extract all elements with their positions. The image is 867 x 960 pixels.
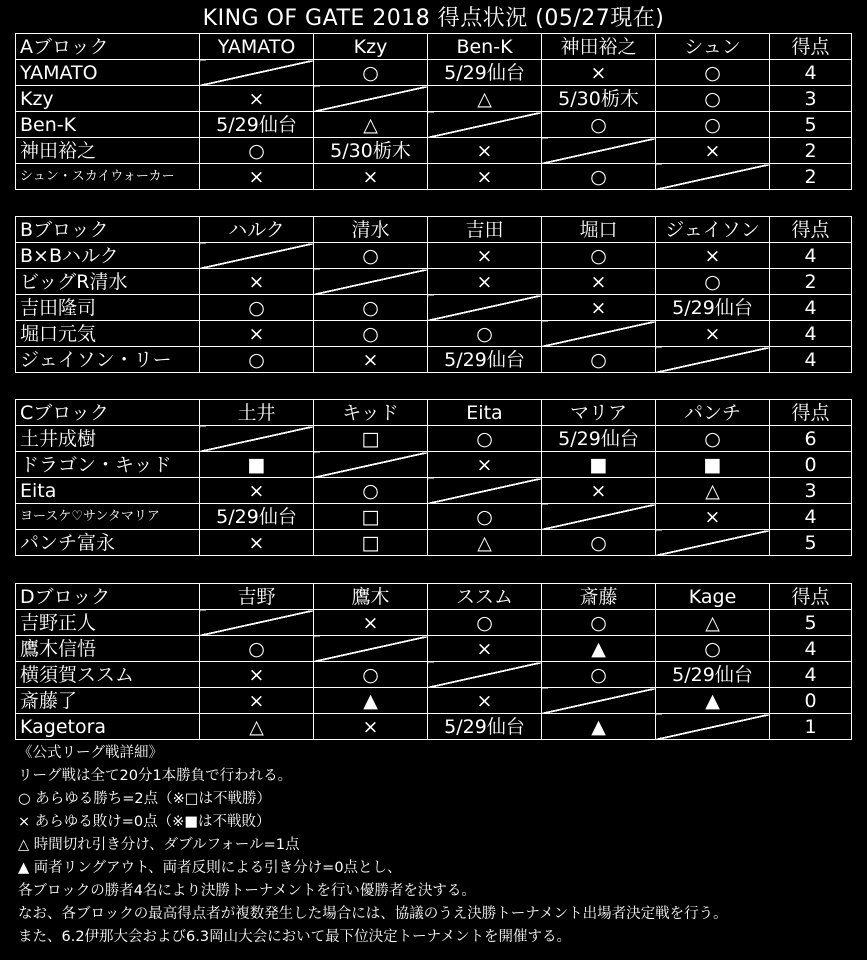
result-cell: ▲ <box>542 636 656 662</box>
result-cell: 5/29仙台 <box>428 714 542 740</box>
rule-line: なお、各ブロックの最高得点者が複数発生した場合には、協議のうえ決勝トーナメント出場者決定戦を行う。 <box>18 906 728 922</box>
result-cell: △ <box>656 478 770 504</box>
rule-line: リーグ戦は全て20分1本勝負で行われる。 <box>18 768 293 784</box>
table-row <box>16 138 852 164</box>
diagonal-cell <box>542 138 656 164</box>
result-cell: △ <box>314 112 428 138</box>
diagonal-cell <box>314 452 428 478</box>
column-header: 吉田 <box>428 217 542 243</box>
result-cell: × <box>200 688 314 714</box>
result-cell: × <box>200 164 314 190</box>
result-cell: 5/30栃木 <box>542 86 656 112</box>
table-row <box>16 295 852 321</box>
diagonal-cell <box>428 295 542 321</box>
wrestler-name: YAMATO <box>16 60 200 86</box>
result-cell: ■ <box>542 452 656 478</box>
table-row <box>16 426 852 452</box>
result-cell: ○ <box>656 426 770 452</box>
wrestler-name: Eita <box>16 478 200 504</box>
diagonal-cell <box>314 636 428 662</box>
wrestler-name: 斎藤了 <box>16 688 200 714</box>
column-header: 清水 <box>314 217 428 243</box>
diagonal-cell <box>542 688 656 714</box>
page-title: KING OF GATE 2018 得点状況 (05/27現在) <box>202 6 665 31</box>
wrestler-name: ビッグR清水 <box>16 269 200 295</box>
result-cell: ○ <box>542 530 656 556</box>
result-cell: × <box>428 269 542 295</box>
wrestler-name: パンチ富永 <box>16 530 200 556</box>
column-header: シュン <box>656 34 770 60</box>
points-column-header: 得点 <box>770 400 852 426</box>
result-cell: × <box>542 269 656 295</box>
result-cell: ○ <box>314 243 428 269</box>
table-row <box>16 86 852 112</box>
table-row <box>16 347 852 373</box>
wrestler-name: 鷹木信悟 <box>16 636 200 662</box>
table-row <box>16 714 852 740</box>
result-cell: ○ <box>542 243 656 269</box>
result-cell: × <box>428 138 542 164</box>
result-cell: ○ <box>428 321 542 347</box>
points-column-header: 得点 <box>770 34 852 60</box>
result-cell: × <box>200 321 314 347</box>
result-cell: ○ <box>542 347 656 373</box>
result-cell: ○ <box>314 662 428 688</box>
diagonal-cell <box>200 60 314 86</box>
result-cell: 5/29仙台 <box>656 662 770 688</box>
result-cell: ○ <box>656 86 770 112</box>
diagonal-cell <box>200 243 314 269</box>
points-cell: 4 <box>770 347 852 373</box>
diagonal-cell <box>200 426 314 452</box>
wrestler-name: 堀口元気 <box>16 321 200 347</box>
rule-line: × あらゆる敗け=0点（※■は不戦敗） <box>18 814 271 830</box>
result-cell: × <box>200 269 314 295</box>
rules-heading: 《公式リーグ戦詳細》 <box>18 745 163 761</box>
table-header-row <box>16 34 852 60</box>
points-cell: 3 <box>770 86 852 112</box>
wrestler-name: 吉田隆司 <box>16 295 200 321</box>
points-cell: 0 <box>770 452 852 478</box>
table-row <box>16 478 852 504</box>
column-header: 吉野 <box>200 584 314 610</box>
result-cell: × <box>314 610 428 636</box>
points-cell: 2 <box>770 269 852 295</box>
points-cell: 3 <box>770 478 852 504</box>
column-header: キッド <box>314 400 428 426</box>
table-row <box>16 60 852 86</box>
result-cell: △ <box>428 86 542 112</box>
result-cell: ■ <box>656 452 770 478</box>
column-header: 斎藤 <box>542 584 656 610</box>
result-cell: ○ <box>656 112 770 138</box>
points-cell: 4 <box>770 662 852 688</box>
diagonal-cell <box>656 164 770 190</box>
result-cell: × <box>314 164 428 190</box>
table-row <box>16 243 852 269</box>
result-cell: ○ <box>314 60 428 86</box>
result-cell: ▲ <box>656 688 770 714</box>
rule-line: 各ブロックの勝者4名により決勝トーナメントを行い優勝者を決する。 <box>18 883 476 899</box>
table-header-row <box>16 400 852 426</box>
result-cell: 5/30栃木 <box>314 138 428 164</box>
block-b-table <box>15 216 852 373</box>
rules-section <box>18 742 858 949</box>
result-cell: ○ <box>314 321 428 347</box>
wrestler-name: 土井成樹 <box>16 426 200 452</box>
points-cell: 4 <box>770 295 852 321</box>
result-cell: ○ <box>656 636 770 662</box>
points-cell: 4 <box>770 321 852 347</box>
result-cell: × <box>428 243 542 269</box>
diagonal-cell <box>314 86 428 112</box>
result-cell: ○ <box>542 164 656 190</box>
table-row <box>16 321 852 347</box>
table-row <box>16 112 852 138</box>
block-c-table <box>15 399 852 556</box>
result-cell: ○ <box>200 138 314 164</box>
points-cell: 5 <box>770 112 852 138</box>
column-header: ジェイソン <box>656 217 770 243</box>
block-header: Dブロック <box>16 584 200 610</box>
result-cell: 5/29仙台 <box>542 426 656 452</box>
result-cell: ○ <box>200 295 314 321</box>
wrestler-name: ドラゴン・キッド <box>16 452 200 478</box>
result-cell: × <box>314 347 428 373</box>
points-cell: 4 <box>770 636 852 662</box>
column-header: Eita <box>428 400 542 426</box>
wrestler-name: シュン・スカイウォーカー <box>16 164 200 190</box>
result-cell: × <box>656 138 770 164</box>
result-cell: × <box>314 714 428 740</box>
column-header: Ben-K <box>428 34 542 60</box>
diagonal-cell <box>428 478 542 504</box>
wrestler-name: ヨースケ♡サンタマリア <box>16 504 200 530</box>
result-cell: ▲ <box>314 688 428 714</box>
result-cell: △ <box>200 714 314 740</box>
points-column-header: 得点 <box>770 217 852 243</box>
rule-line: ○ あらゆる勝ち=2点（※□は不戦勝） <box>18 791 271 807</box>
rule-line: ▲ 両者リングアウト、両者反則による引き分け=0点とし、 <box>18 860 402 876</box>
table-row <box>16 662 852 688</box>
result-cell: × <box>200 478 314 504</box>
wrestler-name: 吉野正人 <box>16 610 200 636</box>
diagonal-cell <box>542 504 656 530</box>
rule-line: また、6.2伊那大会および6.3岡山大会において最下位決定トーナメントを開催する。 <box>18 929 572 945</box>
result-cell: ○ <box>200 347 314 373</box>
diagonal-cell <box>656 714 770 740</box>
column-header: Kzy <box>314 34 428 60</box>
column-header: 堀口 <box>542 217 656 243</box>
diagonal-cell <box>656 530 770 556</box>
result-cell: × <box>542 478 656 504</box>
table-row <box>16 636 852 662</box>
result-cell: ○ <box>428 610 542 636</box>
result-cell: × <box>656 243 770 269</box>
column-header: 神田裕之 <box>542 34 656 60</box>
table-row <box>16 504 852 530</box>
result-cell: × <box>200 86 314 112</box>
result-cell: ▲ <box>542 714 656 740</box>
result-cell: × <box>656 321 770 347</box>
result-cell: ○ <box>542 662 656 688</box>
column-header: パンチ <box>656 400 770 426</box>
diagonal-cell <box>314 269 428 295</box>
block-d-table <box>15 583 852 740</box>
diagonal-cell <box>428 112 542 138</box>
points-column-header: 得点 <box>770 584 852 610</box>
result-cell: × <box>656 504 770 530</box>
table-row <box>16 688 852 714</box>
result-cell: ■ <box>200 452 314 478</box>
result-cell: ○ <box>656 269 770 295</box>
column-header: ススム <box>428 584 542 610</box>
result-cell: ○ <box>542 610 656 636</box>
result-cell: 5/29仙台 <box>428 347 542 373</box>
result-cell: ○ <box>314 478 428 504</box>
points-cell: 0 <box>770 688 852 714</box>
table-header-row <box>16 584 852 610</box>
result-cell: ○ <box>656 60 770 86</box>
block-a-table <box>15 33 852 190</box>
result-cell: □ <box>314 426 428 452</box>
points-cell: 6 <box>770 426 852 452</box>
wrestler-name: Kzy <box>16 86 200 112</box>
column-header: 鷹木 <box>314 584 428 610</box>
column-header: ハルク <box>200 217 314 243</box>
result-cell: ○ <box>542 112 656 138</box>
result-cell: × <box>200 530 314 556</box>
wrestler-name: 横須賀ススム <box>16 662 200 688</box>
result-cell: △ <box>428 530 542 556</box>
result-cell: 5/29仙台 <box>428 60 542 86</box>
points-cell: 2 <box>770 138 852 164</box>
wrestler-name: 神田裕之 <box>16 138 200 164</box>
table-row <box>16 452 852 478</box>
wrestler-name: B×Bハルク <box>16 243 200 269</box>
block-header: Bブロック <box>16 217 200 243</box>
result-cell: × <box>428 688 542 714</box>
diagonal-cell <box>656 347 770 373</box>
result-cell: △ <box>656 610 770 636</box>
result-cell: × <box>542 295 656 321</box>
result-cell: × <box>428 164 542 190</box>
result-cell: □ <box>314 504 428 530</box>
result-cell: ○ <box>314 295 428 321</box>
result-cell: × <box>542 60 656 86</box>
result-cell: 5/29仙台 <box>656 295 770 321</box>
result-cell: □ <box>314 530 428 556</box>
table-row <box>16 530 852 556</box>
table-row <box>16 269 852 295</box>
points-cell: 2 <box>770 164 852 190</box>
wrestler-name: Ben-K <box>16 112 200 138</box>
result-cell: ○ <box>428 426 542 452</box>
column-header: 土井 <box>200 400 314 426</box>
result-cell: ○ <box>200 636 314 662</box>
wrestler-name: ジェイソン・リー <box>16 347 200 373</box>
result-cell: ○ <box>428 504 542 530</box>
diagonal-cell <box>428 662 542 688</box>
column-header: YAMATO <box>200 34 314 60</box>
points-cell: 4 <box>770 60 852 86</box>
diagonal-cell <box>200 610 314 636</box>
points-cell: 4 <box>770 504 852 530</box>
points-cell: 4 <box>770 243 852 269</box>
table-header-row <box>16 217 852 243</box>
column-header: マリア <box>542 400 656 426</box>
result-cell: 5/29仙台 <box>200 504 314 530</box>
block-header: Aブロック <box>16 34 200 60</box>
wrestler-name: Kagetora <box>16 714 200 740</box>
result-cell: × <box>200 662 314 688</box>
table-row <box>16 610 852 636</box>
points-cell: 5 <box>770 610 852 636</box>
block-header: Cブロック <box>16 400 200 426</box>
column-header: Kage <box>656 584 770 610</box>
points-cell: 1 <box>770 714 852 740</box>
result-cell: 5/29仙台 <box>200 112 314 138</box>
result-cell: × <box>428 636 542 662</box>
result-cell: × <box>428 452 542 478</box>
diagonal-cell <box>542 321 656 347</box>
rule-line: △ 時間切れ引き分け、ダブルフォール=1点 <box>18 837 300 853</box>
table-row <box>16 164 852 190</box>
points-cell: 5 <box>770 530 852 556</box>
